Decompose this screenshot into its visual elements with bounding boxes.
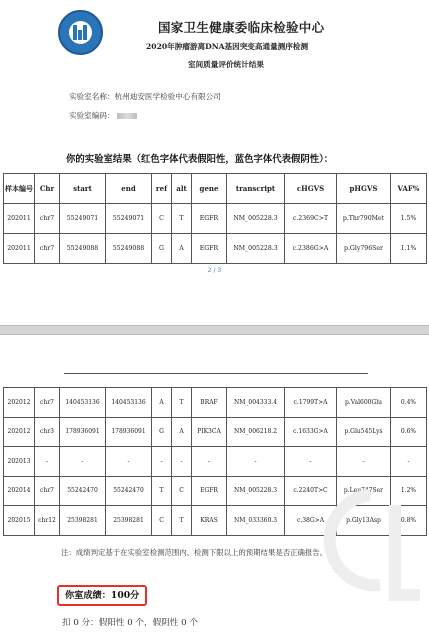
lab-score: 你室成绩：100分: [57, 585, 147, 606]
table-cell: c.2240T>C: [285, 476, 337, 506]
table-cell: chr7: [35, 476, 60, 506]
table-cell: C: [152, 506, 172, 536]
table-cell: 55242470: [106, 476, 152, 506]
table-cell: A: [152, 388, 172, 418]
col-header: cHGVS: [285, 174, 337, 204]
col-header: VAF%: [391, 174, 427, 204]
table-cell: chr3: [35, 417, 60, 447]
nccl-logo-icon: [58, 10, 103, 55]
table-cell: T: [172, 204, 192, 234]
table-row: [4, 388, 427, 418]
table-row: [4, 476, 427, 506]
col-header: pHGVS: [337, 174, 391, 204]
table-row: [4, 204, 427, 234]
report-subtitle: 2020年肿瘤游离DNA基因突变高通量测序检测: [146, 42, 309, 51]
table-cell: NM_004333.4: [227, 388, 285, 418]
table-cell: 55249088: [106, 234, 152, 264]
table-cell: c.38G>A: [285, 506, 337, 536]
table-row: [4, 506, 427, 536]
table-cell: EGFR: [192, 234, 227, 264]
table-cell: p.Leu747Ser: [337, 476, 391, 506]
table-cell: -: [152, 447, 172, 477]
table-cell: -: [106, 447, 152, 477]
table-cell: NM_006218.2: [227, 417, 285, 447]
table-cell: T: [152, 476, 172, 506]
table-row: [4, 417, 427, 447]
page-indicator: 2 / 3: [207, 267, 222, 274]
report-subtitle-2: 室间质量评价统计结果: [188, 60, 264, 69]
table-cell: chr7: [35, 234, 60, 264]
col-header: start: [60, 174, 106, 204]
table-cell: G: [152, 417, 172, 447]
table-cell: 202011: [4, 234, 35, 264]
table-cell: c.1799T>A: [285, 388, 337, 418]
table-cell: 0.4%: [391, 388, 427, 418]
table-cell: T: [172, 506, 192, 536]
table-cell: NM_033360.3: [227, 506, 285, 536]
table-header-row: [4, 174, 427, 204]
table-cell: G: [152, 234, 172, 264]
table-cell: 1.5%: [391, 204, 427, 234]
table-cell: 0.8%: [391, 506, 427, 536]
results-title: 你的实验室结果（红色字体代表假阳性，蓝色字体代表假阴性）：: [66, 154, 334, 165]
table-cell: -: [35, 447, 60, 477]
table-cell: 202013: [4, 447, 35, 477]
table-cell: 55249071: [60, 204, 106, 234]
table-cell: -: [227, 447, 285, 477]
table-cell: chr12: [35, 506, 60, 536]
report-page-3: [0, 335, 429, 636]
table-cell: 25398281: [60, 506, 106, 536]
table-cell: c.2369C>T: [285, 204, 337, 234]
table-cell: 1.1%: [391, 234, 427, 264]
table-cell: -: [285, 447, 337, 477]
lab-code: [69, 110, 137, 121]
table-cell: C: [152, 204, 172, 234]
table-cell: 178936091: [60, 417, 106, 447]
table-cell: -: [391, 447, 427, 477]
results-table-continued: [3, 387, 427, 536]
table-cell: -: [60, 447, 106, 477]
table-cell: 55242470: [60, 476, 106, 506]
results-table: [3, 173, 427, 264]
divider: [64, 373, 368, 374]
table-cell: 0.6%: [391, 417, 427, 447]
col-header: 样本编号: [4, 174, 35, 204]
table-cell: 1.2%: [391, 476, 427, 506]
col-header: transcript: [227, 174, 285, 204]
table-cell: 202012: [4, 388, 35, 418]
table-cell: 55249088: [60, 234, 106, 264]
table-cell: chr7: [35, 388, 60, 418]
table-cell: 55249071: [106, 204, 152, 234]
page-separator: [0, 325, 429, 335]
table-cell: p.Val600Glu: [337, 388, 391, 418]
deduction-summary: 扣 0 分：假阳性 0 个，假阴性 0 个: [62, 618, 198, 628]
table-cell: 202012: [4, 417, 35, 447]
lab-code-label: 实验室编码：: [69, 111, 115, 120]
table-cell: c.1633G>A: [285, 417, 337, 447]
table-cell: 178936091: [106, 417, 152, 447]
table-cell: T: [172, 388, 192, 418]
col-header: gene: [192, 174, 227, 204]
table-cell: c.2386G>A: [285, 234, 337, 264]
col-header: Chr: [35, 174, 60, 204]
table-cell: chr7: [35, 204, 60, 234]
table-cell: KRAS: [192, 506, 227, 536]
table-cell: p.Thr790Met: [337, 204, 391, 234]
table-cell: BRAF: [192, 388, 227, 418]
table-cell: A: [172, 234, 192, 264]
table-cell: A: [172, 417, 192, 447]
organization-title: 国家卫生健康委临床检验中心: [158, 20, 325, 35]
table-cell: 140453136: [106, 388, 152, 418]
redacted-code: [117, 113, 137, 119]
table-cell: NM_005228.3: [227, 204, 285, 234]
table-cell: NM_005228.3: [227, 476, 285, 506]
table-cell: -: [192, 447, 227, 477]
table-cell: PIK3CA: [192, 417, 227, 447]
table-row: [4, 234, 427, 264]
table-cell: EGFR: [192, 476, 227, 506]
table-cell: NM_005228.3: [227, 234, 285, 264]
table-cell: C: [172, 476, 192, 506]
table-cell: 202015: [4, 506, 35, 536]
lab-name: 实验室名称：杭州迪安医学检验中心有限公司: [69, 92, 221, 101]
table-cell: p.Glu545Lys: [337, 417, 391, 447]
col-header: ref: [152, 174, 172, 204]
table-cell: 202014: [4, 476, 35, 506]
table-cell: 25398281: [106, 506, 152, 536]
table-cell: 202011: [4, 204, 35, 234]
table-cell: -: [337, 447, 391, 477]
table-cell: -: [172, 447, 192, 477]
col-header: alt: [172, 174, 192, 204]
table-row: [4, 447, 427, 477]
scoring-note: 注：成绩判定基于在实验室检测范围内、检测下限以上的预期结果是否正确报告。: [61, 548, 328, 557]
col-header: end: [106, 174, 152, 204]
table-cell: p.Gly796Ser: [337, 234, 391, 264]
table-cell: 140453136: [60, 388, 106, 418]
table-cell: p.Gly13Asp: [337, 506, 391, 536]
table-cell: EGFR: [192, 204, 227, 234]
